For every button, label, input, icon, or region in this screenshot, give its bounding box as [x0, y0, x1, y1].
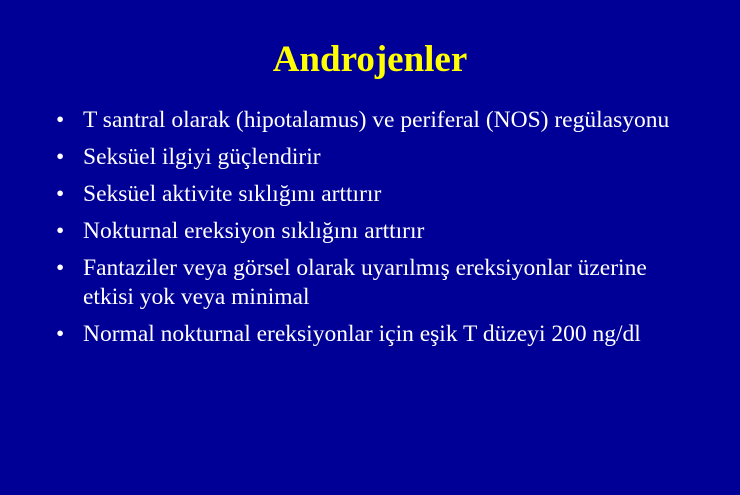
bullet-text: Seksüel ilgiyi güçlendirir — [83, 144, 321, 170]
bullet-text: Normal nokturnal ereksiyonlar için eşik T düzeyi 200 ng/dl — [83, 321, 641, 347]
bullet-item — [56, 254, 696, 312]
bullet-item — [56, 217, 696, 246]
bullet-item — [56, 106, 696, 135]
bullet-list — [56, 106, 696, 357]
bullet-text: Fantaziler veya görsel olarak uyarılmış ereksiyonlar üzerine etkisi yok veya minimal — [83, 255, 647, 310]
bullet-icon: • — [56, 181, 65, 207]
bullet-icon: • — [56, 218, 65, 244]
bullet-text: T santral olarak (hipotalamus) ve periferal (NOS) regülasyonu — [83, 107, 670, 133]
bullet-item — [56, 180, 696, 209]
slide-title: Androjenler — [272, 39, 468, 80]
bullet-icon: • — [56, 144, 65, 170]
bullet-item — [56, 320, 696, 349]
bullet-item — [56, 143, 696, 172]
bullet-icon: • — [56, 255, 65, 281]
bullet-text: Seksüel aktivite sıklığını arttırır — [83, 181, 382, 207]
bullet-text: Nokturnal ereksiyon sıklığını arttırır — [83, 218, 425, 244]
bullet-icon: • — [56, 107, 65, 133]
bullet-icon: • — [56, 321, 65, 347]
